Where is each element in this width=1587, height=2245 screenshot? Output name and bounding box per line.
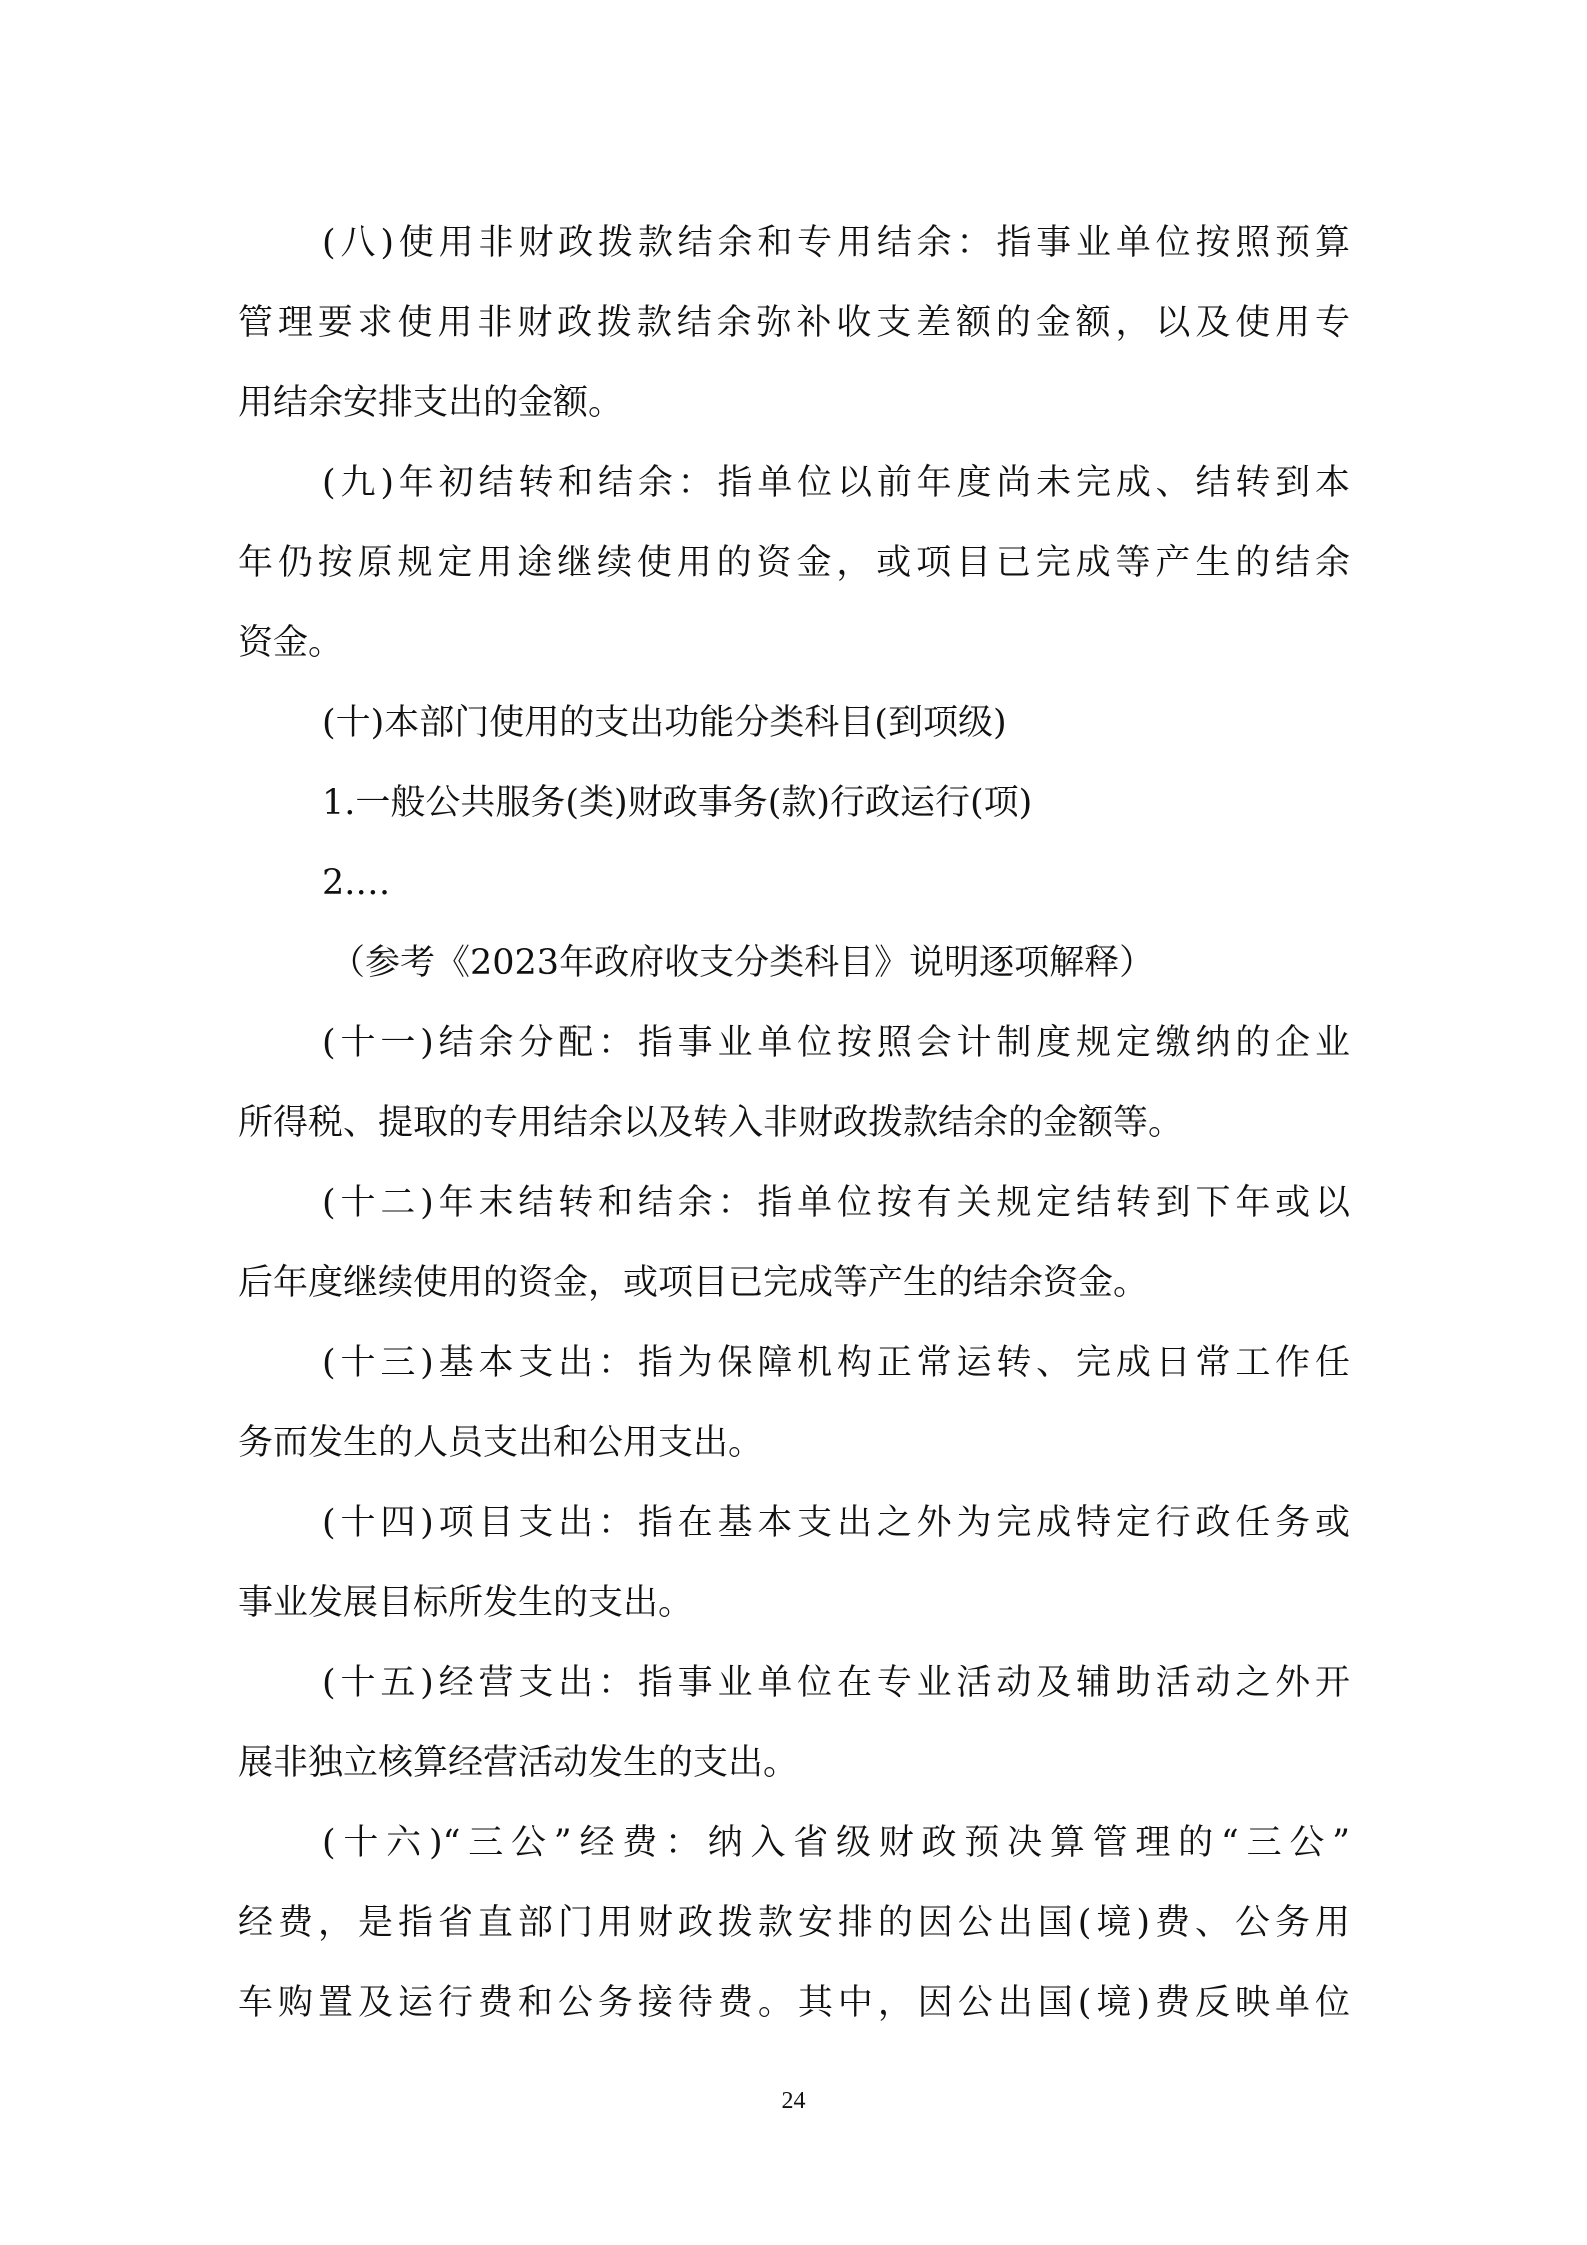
paragraph-16-line-2: 经费，是指省直部门用财政拨款安排的因公出国(境)费、公务用 <box>238 1903 1350 1943</box>
paragraph-9-line-3: 资金。 <box>238 623 344 663</box>
paragraph-14-line-2: 事业发展目标所发生的支出。 <box>238 1583 694 1623</box>
paragraph-16-line-1: (十六)“三公”经费：纳入省级财政预决算管理的“三公” <box>322 1823 1350 1863</box>
paragraph-10-item-2: 2.… <box>322 863 391 903</box>
paragraph-9-line-2: 年仍按原规定用途继续使用的资金，或项目已完成等产生的结余 <box>238 543 1350 583</box>
paragraph-11-line-2: 所得税、提取的专用结余以及转入非财政拨款结余的金额等。 <box>238 1103 1184 1143</box>
page-number: 24 <box>781 2088 806 2114</box>
paragraph-14-line-1: (十四)项目支出：指在基本支出之外为完成特定行政任务或 <box>322 1503 1350 1543</box>
paragraph-12-line-1: (十二)年末结转和结余：指单位按有关规定结转到下年或以 <box>322 1183 1350 1223</box>
paragraph-9-line-1: (九)年初结转和结余：指单位以前年度尚未完成、结转到本 <box>322 463 1350 503</box>
paragraph-16-line-3: 车购置及运行费和公务接待费。其中，因公出国(境)费反映单位 <box>238 1983 1350 2023</box>
paragraph-8-line-1: (八)使用非财政拨款结余和专用结余：指事业单位按照预算 <box>322 223 1350 263</box>
paragraph-12-line-2: 后年度继续使用的资金，或项目已完成等产生的结余资金。 <box>238 1263 1149 1303</box>
paragraph-8-line-2: 管理要求使用非财政拨款结余弥补收支差额的金额，以及使用专 <box>238 303 1350 343</box>
paragraph-15-line-2: 展非独立核算经营活动发生的支出。 <box>238 1743 799 1783</box>
paragraph-11-line-1: (十一)结余分配：指事业单位按照会计制度规定缴纳的企业 <box>322 1023 1350 1063</box>
paragraph-15-line-1: (十五)经营支出：指事业单位在专业活动及辅助活动之外开 <box>322 1663 1350 1703</box>
paragraph-10-item-1: 1.一般公共服务(类)财政事务(款)行政运行(项) <box>322 783 1033 823</box>
paragraph-10-note: （参考《2023年政府收支分类科目》说明逐项解释） <box>330 943 1155 983</box>
paragraph-13-line-2: 务而发生的人员支出和公用支出。 <box>238 1423 764 1463</box>
paragraph-8-line-3: 用结余安排支出的金额。 <box>238 383 624 423</box>
paragraph-13-line-1: (十三)基本支出：指为保障机构正常运转、完成日常工作任 <box>322 1343 1350 1383</box>
paragraph-10-heading: (十)本部门使用的支出功能分类科目(到项级) <box>322 703 1007 743</box>
